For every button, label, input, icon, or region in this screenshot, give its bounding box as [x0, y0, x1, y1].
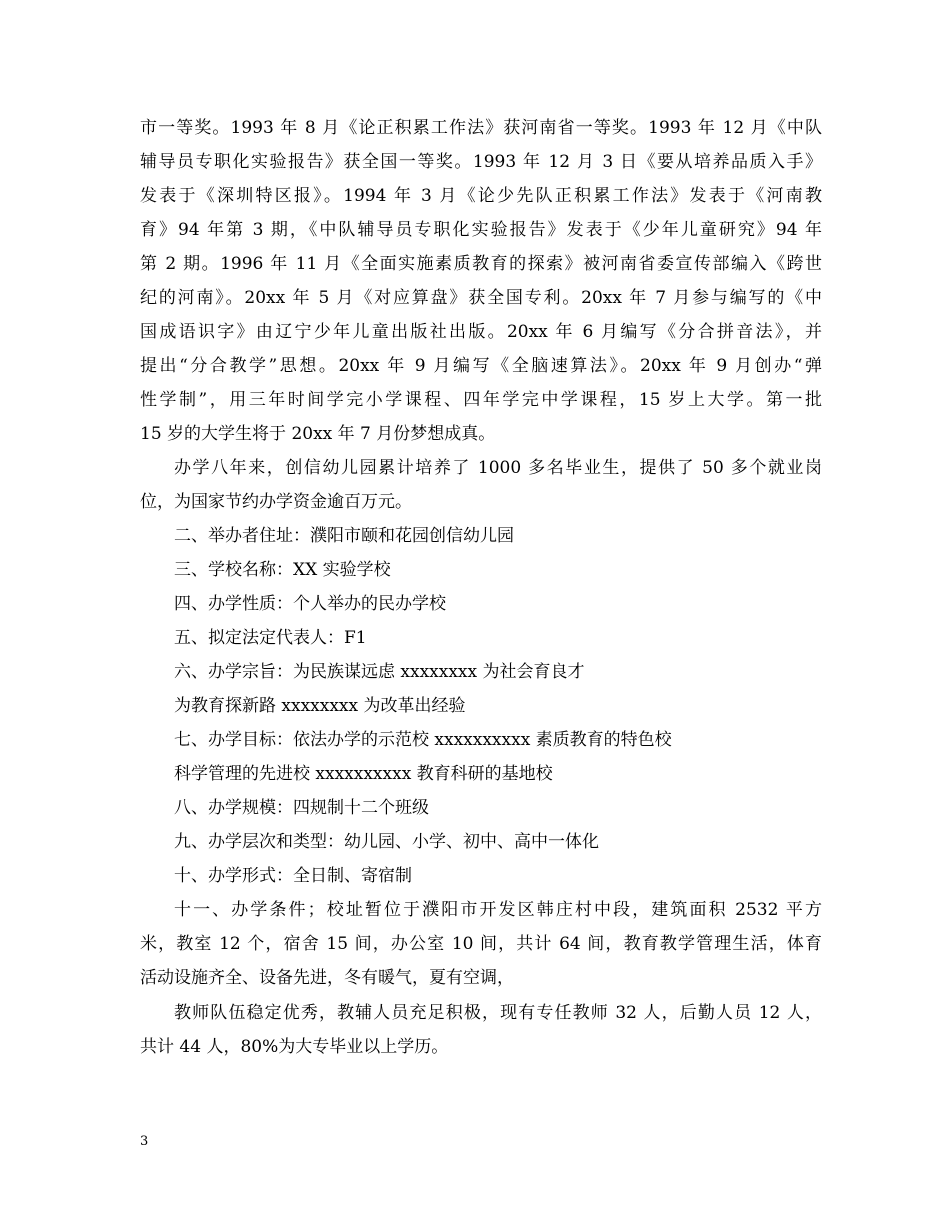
text-line: 发表于《深圳特区报》。1994 年 3 月《论少先队正积累工作法》发表于《河南教	[140, 186, 822, 206]
text-line: 活动设施齐全、设备先进，冬有暖气，夏有空调，	[140, 968, 514, 988]
text-line: 15 岁的大学生将于 20xx 年 7 月份梦想成真。	[140, 424, 496, 444]
list-item: 科学管理的先进校 xxxxxxxxxx 教育科研的基地校	[174, 764, 553, 784]
text-line: 性学制”，用三年时间学完小学课程、四年学完中学课程，15 岁上大学。第一批	[140, 390, 822, 410]
text-line: 第 2 期。1996 年 11 月《全面实施素质教育的探索》被河南省委宣传部编入《跨世	[140, 254, 822, 274]
page-number: 3	[140, 1134, 149, 1149]
text-line: 国成语识字》由辽宁少年儿童出版社出版。20xx 年 6 月编写《分合拼音法》，并	[140, 322, 822, 342]
text-line: 纪的河南》。20xx 年 5 月《对应算盘》获全国专利。20xx 年 7 月参与编写的《中	[140, 288, 822, 308]
text-line: 共计 44 人，80%为大专毕业以上学历。	[140, 1037, 449, 1057]
list-item: 三、学校名称：XX 实验学校	[174, 560, 391, 580]
text-line: 十一、办学条件；校址暂位于濮阳市开发区韩庄村中段，建筑面积 2532 平方	[174, 900, 822, 920]
list-item: 五、拟定法定代表人：F1	[174, 628, 367, 648]
text-line: 米，教室 12 个，宿舍 15 间，办公室 10 间，共计 64 间，教育教学管理生活，体育	[140, 934, 822, 954]
text-line: 提出“分合教学”思想。20xx 年 9 月编写《全脑速算法》。20xx 年 9 月创办“弹	[140, 356, 822, 376]
text-line: 育》94 年第 3 期，《中队辅导员专职化实验报告》发表于《少年儿童研究》94 年	[140, 220, 822, 240]
list-item: 七、办学目标：依法办学的示范校 xxxxxxxxxx 素质教育的特色校	[174, 730, 672, 750]
text-line: 辅导员专职化实验报告》获全国一等奖。1993 年 12 月 3 日《要从培养品质入手》	[140, 152, 822, 172]
list-item: 九、办学层次和类型：幼儿园、小学、初中、高中一体化	[174, 832, 599, 852]
list-item: 为教育探新路 xxxxxxxx 为改革出经验	[174, 696, 466, 716]
text-line: 办学八年来，创信幼儿园累计培养了 1000 多名毕业生，提供了 50 多个就业岗	[174, 458, 822, 478]
text-line: 位，为国家节约办学资金逾百万元。	[140, 492, 412, 512]
list-item: 六、办学宗旨：为民族谋远虑 xxxxxxxx 为社会育良才	[174, 662, 585, 682]
list-item: 八、办学规模：四规制十二个班级	[174, 798, 429, 818]
list-item: 四、办学性质：个人举办的民办学校	[174, 594, 446, 614]
list-item: 十、办学形式：全日制、寄宿制	[174, 866, 412, 886]
list-item: 二、举办者住址：濮阳市颐和花园创信幼儿园	[174, 526, 514, 546]
text-line: 教师队伍稳定优秀，教辅人员充足积极，现有专任教师 32 人，后勤人员 12 人，	[174, 1003, 822, 1023]
text-line: 市一等奖。1993 年 8 月《论正积累工作法》获河南省一等奖。1993 年 12 月《中队	[140, 118, 822, 138]
